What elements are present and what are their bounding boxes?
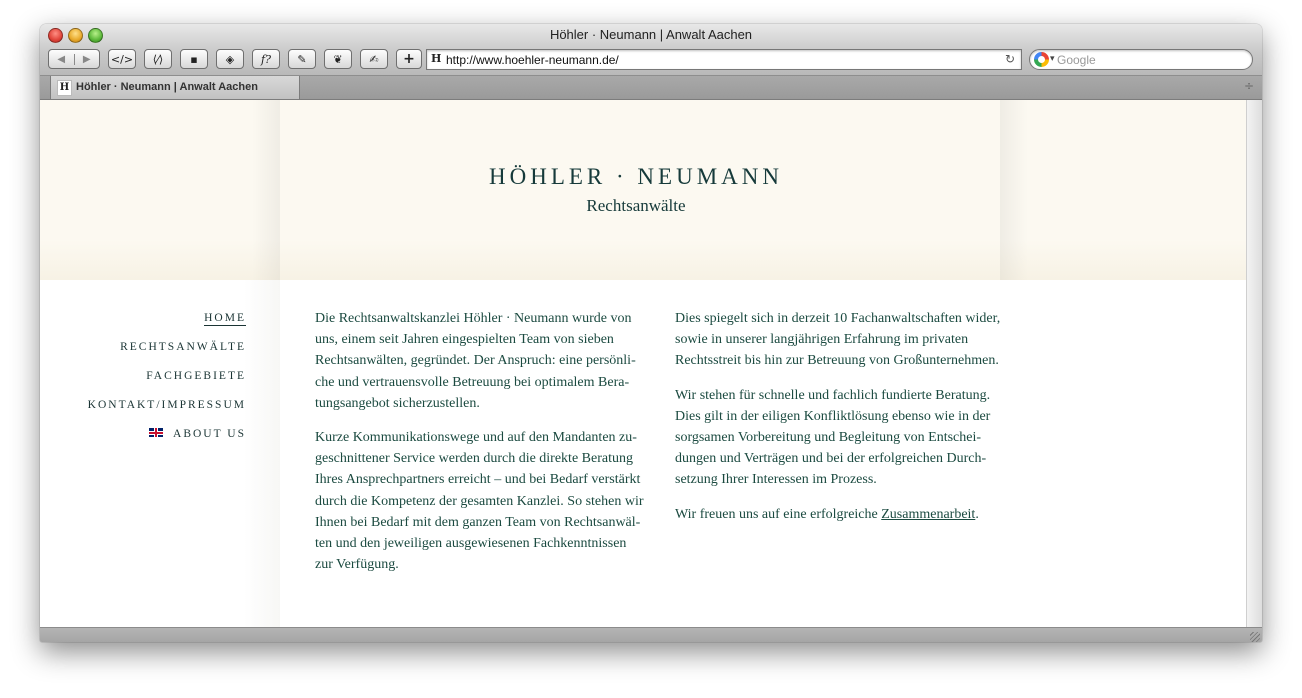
text-line: .: [975, 506, 979, 522]
content-column-right: [675, 308, 1000, 538]
site-favicon-icon: H: [431, 52, 442, 65]
text-line: geschnittener Service werden durch die direkte Beratung: [315, 451, 633, 467]
paragraph-consulting: [675, 385, 1000, 491]
add-bookmark-button[interactable]: [396, 49, 422, 69]
text-line: Dies spiegelt sich in derzeit 10 Fachanwaltschaften wider,: [675, 311, 1001, 326]
css-button[interactable]: [360, 49, 388, 69]
nav-fachgebiete[interactable]: FACHGEBIETE: [146, 370, 246, 382]
text-line: Ihres Ansprechpartners erreicht – und bei Bedarf verstärkt: [315, 472, 641, 488]
text-line: setzung Ihrer Interessen im Prozess.: [675, 472, 877, 488]
chevron-down-icon[interactable]: ▾: [1050, 53, 1055, 63]
validate-icon: ⟨⁄⟩: [152, 52, 164, 66]
tools-icon: ✎: [297, 52, 307, 66]
reload-icon[interactable]: ↻: [1004, 52, 1015, 66]
text-line: Wir freuen uns auf eine erfolgreiche: [675, 506, 882, 522]
text-line: ten und den jeweiligen ausgewiesenen Fachkenntnissen: [315, 536, 627, 552]
text-line: tungsangebot sicherzustellen.: [315, 395, 480, 411]
status-bar: [40, 627, 1262, 642]
text-line: Rechtsstreit bis hin zur Betreuung von Großunternehmen.: [675, 353, 999, 369]
view-source-icon: </>: [110, 52, 134, 66]
new-tab-icon[interactable]: ÷: [1243, 79, 1254, 93]
text-line: sowie in unserer langjährigen Erfahrung im privaten: [675, 332, 969, 348]
block-icon: ▪: [190, 52, 198, 66]
paragraph-specialties: [675, 308, 1000, 372]
content-column-left: [315, 308, 644, 588]
nav-home[interactable]: HOME: [204, 312, 246, 324]
nav-rechtsanwaelte[interactable]: RECHTSANWÄLTE: [120, 341, 246, 353]
layers-button[interactable]: [216, 49, 244, 69]
text-line: Wir stehen für schnelle und fachlich fundierte Beratung.: [675, 387, 991, 403]
search-placeholder: Google: [1057, 53, 1096, 67]
paragraph-service: [315, 427, 644, 575]
tab-favicon-icon: H: [57, 80, 72, 96]
site-logo-text[interactable]: HÖHLER · NEUMANN: [489, 164, 783, 189]
text-line: Ihnen bei Bedarf mit dem ganzen Team von Rechtsanwäl-: [315, 514, 641, 530]
text-line: che und vertrauensvolle Betreuung bei optimalem Bera-: [315, 374, 630, 390]
site-subtitle: Rechtsanwälte: [586, 196, 686, 215]
text-line: zur Verfügung.: [315, 557, 399, 573]
nav-about-us-label: ABOUT US: [173, 428, 246, 440]
text-line: Dies gilt in der eiligen Konfliktlösung ebenso wie in der: [675, 408, 991, 424]
nav-kontakt-impressum[interactable]: KONTAKT/IMPRESSUM: [87, 399, 246, 411]
sidebar-nav: [40, 280, 280, 627]
tab-title: Höhler · Neumann | Anwalt Aachen: [76, 81, 258, 93]
resize-grip-icon[interactable]: [1250, 632, 1260, 642]
back-forward-control[interactable]: [48, 49, 100, 69]
zusammenarbeit-link[interactable]: Zusammenarbeit: [881, 506, 976, 522]
text-line: durch die Kompetenz der gesamten Kanzlei. So stehen wir: [315, 493, 644, 509]
text-line: uns, einem seit Jahren eingespielten Team von sieben: [315, 332, 614, 348]
google-icon[interactable]: [1034, 52, 1049, 67]
tools-button[interactable]: [288, 49, 316, 69]
search-field[interactable]: [1029, 49, 1253, 70]
text-line: Kurze Kommunikationswege und auf den Mandanten zu-: [315, 430, 637, 446]
tab-active[interactable]: [50, 76, 300, 99]
browser-window: [40, 24, 1262, 642]
site-header: [40, 100, 1246, 280]
paragraph-intro: [315, 308, 644, 414]
web-page: [40, 100, 1246, 627]
url-text[interactable]: http://www.hoehler-neumann.de/: [446, 53, 619, 67]
uk-flag-icon: [149, 428, 163, 437]
validate-button[interactable]: [144, 49, 172, 69]
layers-icon: ◈: [225, 52, 235, 66]
header-shadow-bottom: [40, 240, 1246, 280]
text-line: Die Rechtsanwaltskanzlei Höhler · Neumann wurde von: [315, 311, 632, 326]
leaf-icon: ❦: [333, 52, 343, 66]
add-bookmark-icon: +: [403, 51, 415, 67]
function-icon: f?: [261, 52, 271, 66]
function-button[interactable]: [252, 49, 280, 69]
address-bar[interactable]: [426, 49, 1022, 70]
tab-bar: [40, 76, 1262, 100]
text-line: dungen und Verträgen und bei der erfolgreichen Durch-: [675, 451, 987, 467]
forward-icon[interactable]: ▶: [74, 54, 100, 65]
back-icon[interactable]: ◀: [57, 53, 66, 65]
title-bar: [40, 24, 1262, 76]
window-title: Höhler · Neumann | Anwalt Aachen: [549, 27, 753, 42]
block-button[interactable]: [180, 49, 208, 69]
view-source-button[interactable]: [108, 49, 136, 69]
text-line: Rechtsanwälten, gegründet. Der Anspruch: eine persönli-: [315, 353, 636, 369]
text-line: sorgsamen Vorbereitung und Begleitung von Entschei-: [675, 430, 982, 446]
page-scroll-edge: [1246, 100, 1262, 627]
paragraph-closing: [675, 504, 1000, 525]
nav-about-us[interactable]: [149, 428, 246, 440]
css-icon: ✍: [369, 52, 379, 66]
leaf-button[interactable]: [324, 49, 352, 69]
